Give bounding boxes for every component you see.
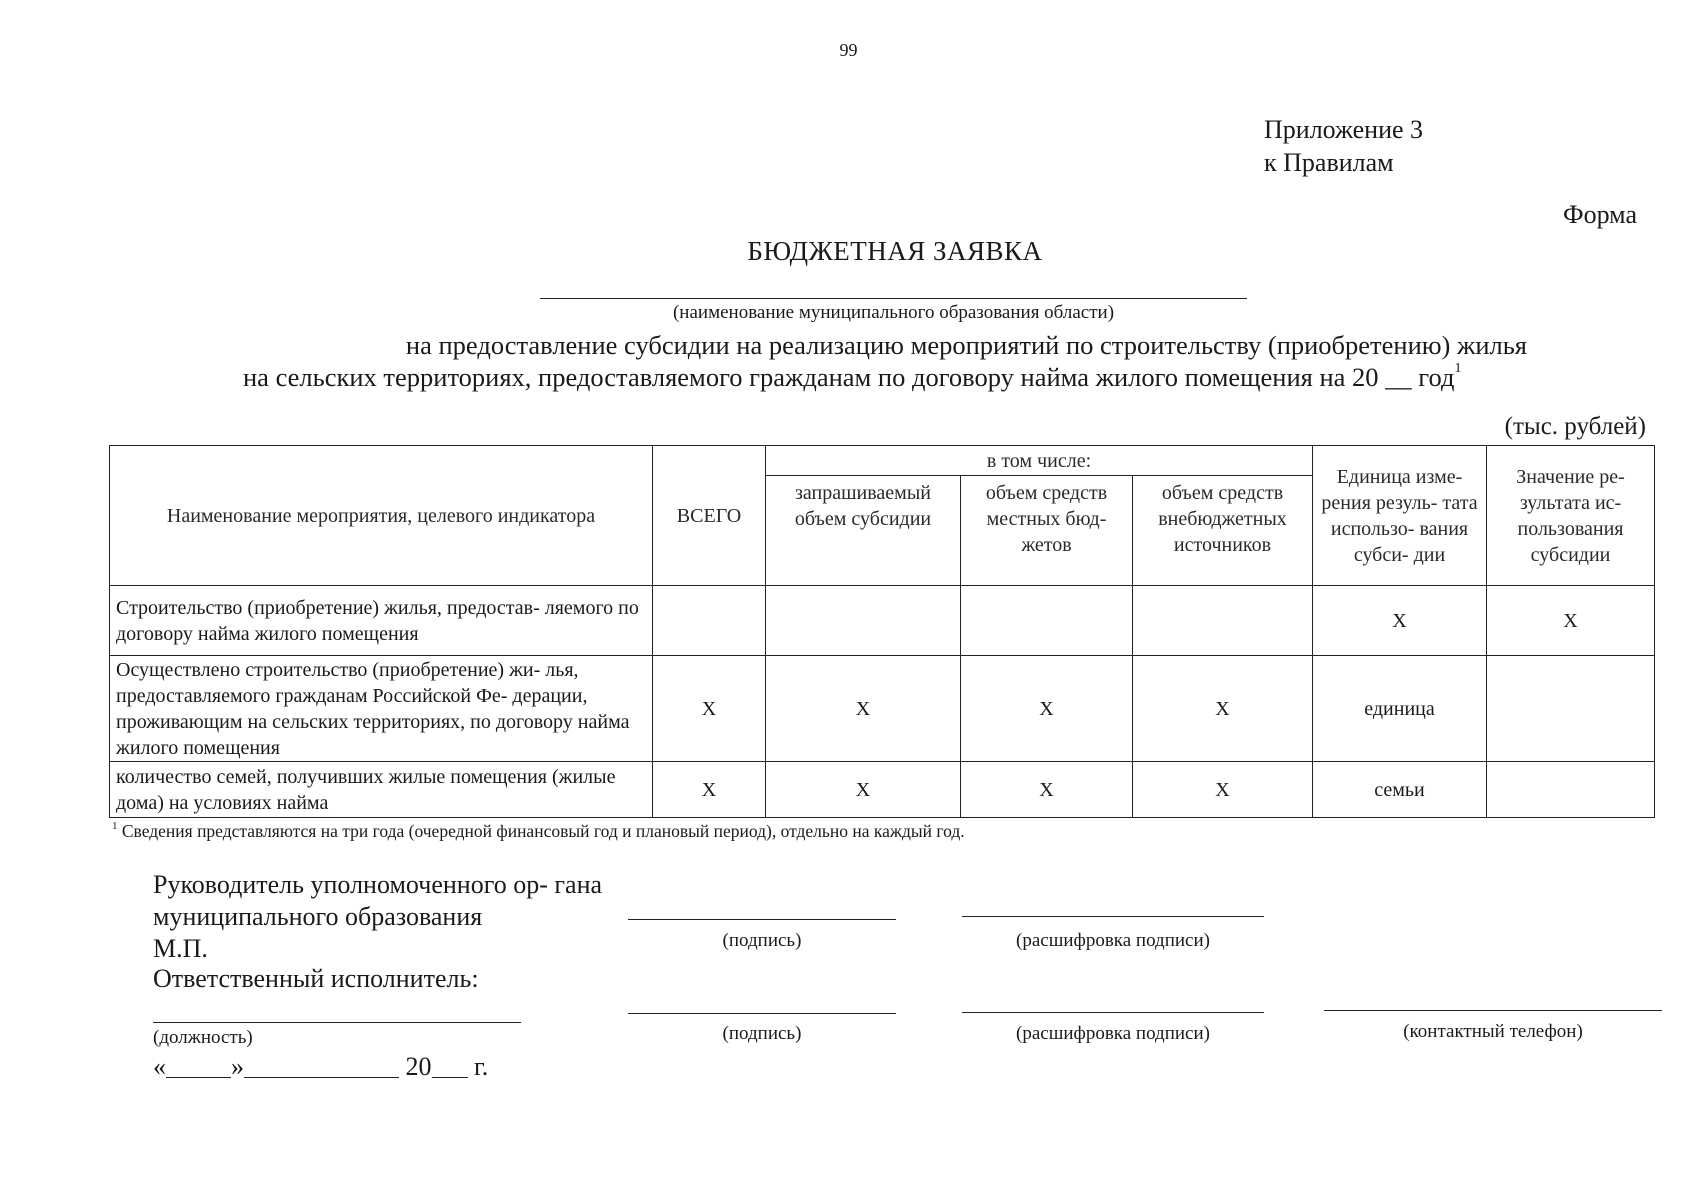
row-1-requested[interactable] [766,586,961,656]
row-2-local: X [961,656,1133,762]
row-1-name: Строительство (приобретение) жилья, предостав- ляемого по договору найма жилого помещения [110,586,653,656]
head-signature-caption: (подпись) [722,930,802,951]
date-year-prefix: 20 [405,1052,432,1081]
appendix-reference [1264,113,1423,179]
head-decoding-caption: (расшифровка подписи) [1016,930,1210,951]
row-3-value[interactable] [1487,762,1655,818]
subtitle-line-2 [243,361,1461,393]
header-extra: объем средств внебюджетных источников [1133,476,1313,586]
row-1-local[interactable] [961,586,1133,656]
header-local: объем средств местных бюд- жетов [961,476,1133,586]
row-2-extra: X [1133,656,1313,762]
table-row [110,586,1655,656]
subtitle-footnote-mark: 1 [1454,361,1462,376]
row-1-unit: X [1313,586,1487,656]
municipality-name-caption: (наименование муниципального образования области) [672,302,1115,323]
date-close-quote: » [231,1052,244,1081]
row-2-unit: единица [1313,656,1487,762]
subtitle-line-1: на предоставление субсидии на реализацию мероприятий по строительству (приобретению) жилья [405,330,1527,360]
date-month-field[interactable] [244,1057,399,1078]
table-row [110,762,1655,818]
table-header-row-1 [110,446,1655,476]
head-title: Руководитель уполномоченного ор- гана муниципального образования [153,870,603,931]
date-year-suffix: г. [474,1052,489,1081]
executor-decoding-caption: (расшифровка подписи) [1016,1023,1210,1044]
form-label: Форма [1563,200,1637,229]
subtitle-line-2-text: на сельских территориях, предоставляемого гражданам по договору найма жилого помещения на 20 __ год [243,362,1455,392]
stamp-label: М.П. [153,934,208,963]
table-row [110,656,1655,762]
executor-signature-field[interactable] [628,1012,896,1014]
row-3-requested: X [766,762,961,818]
head-decoding-field[interactable] [962,915,1264,917]
date-open-quote: « [153,1052,166,1081]
document-title: БЮДЖЕТНАЯ ЗАЯВКА [747,236,1043,266]
footnote-mark: 1 [112,820,118,832]
row-3-name: количество семей, получивших жилые помещения (жилые дома) на условиях найма [110,762,653,818]
position-caption: (должность) [153,1027,253,1048]
executor-decoding-field[interactable] [962,1011,1264,1013]
appendix-line-1: Приложение 3 [1264,115,1424,144]
row-3-unit: семьи [1313,762,1487,818]
budget-table [109,445,1655,818]
phone-caption: (контактный телефон) [1403,1021,1583,1042]
header-requested: запрашиваемый объем субсидии [766,476,961,586]
row-2-requested: X [766,656,961,762]
row-1-total[interactable] [653,586,766,656]
footnote-text: Сведения представляются на три года (очередной финансовый год и плановый период), отдельно на каждый год. [121,821,965,841]
row-3-total: X [653,762,766,818]
header-total: ВСЕГО [653,446,766,586]
appendix-line-2: к Правилам [1264,148,1394,177]
header-including: в том числе: [766,446,1313,476]
row-2-name: Осуществлено строительство (приобретение) жи- лья, предоставляемого гражданам Российской Фе- дерации, проживающим на сельских территориях, по договору найма жилого помещения [110,656,653,762]
responsible-label: Ответственный исполнитель: [153,964,479,993]
row-1-value: X [1487,586,1655,656]
head-signature-field[interactable] [628,918,896,920]
date-year-field[interactable] [432,1057,468,1078]
date-line [153,1052,488,1082]
header-name: Наименование мероприятия, целевого индикатора [110,446,653,586]
units-label: (тыс. рублей) [1504,413,1646,440]
footnote [112,820,965,842]
row-1-extra[interactable] [1133,586,1313,656]
executor-signature-caption: (подпись) [722,1023,802,1044]
row-3-local: X [961,762,1133,818]
phone-field[interactable] [1324,1009,1662,1011]
header-value: Значение ре- зультата ис- пользования субсидии [1487,446,1655,586]
row-2-total: X [653,656,766,762]
position-field[interactable] [153,1021,521,1023]
header-unit: Единица изме- рения резуль- тата использо- вания субси- дии [1313,446,1487,586]
page-number: 99 [839,40,858,60]
municipality-name-field[interactable] [540,297,1247,299]
date-day-field[interactable] [166,1057,231,1078]
row-3-extra: X [1133,762,1313,818]
row-2-value[interactable] [1487,656,1655,762]
